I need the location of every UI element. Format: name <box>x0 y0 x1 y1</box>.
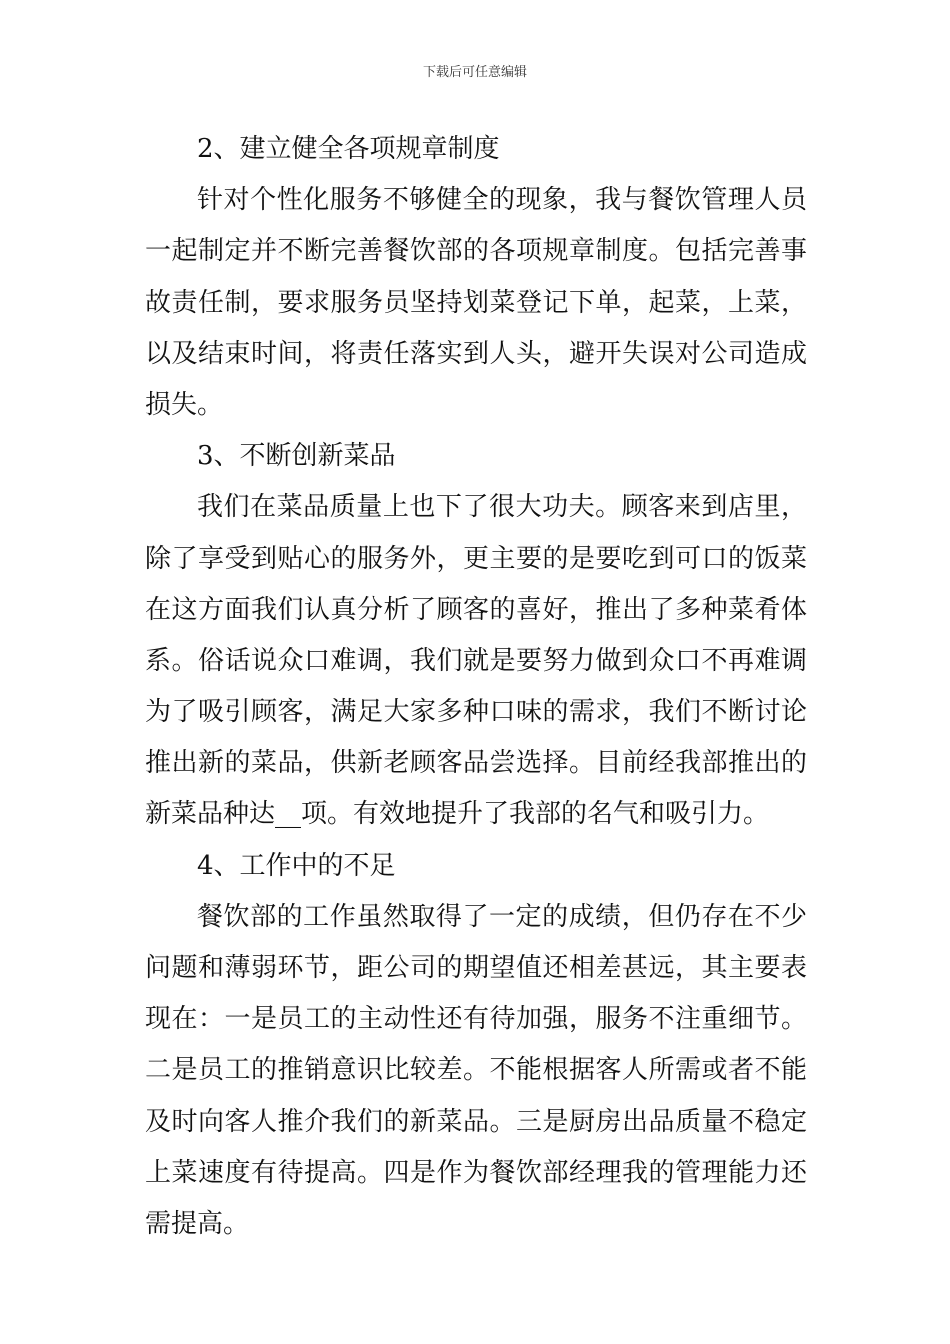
paragraph-line: 现在：一是员工的主动性还有待加强，服务不注重细节。 <box>145 1004 807 1035</box>
paragraph-line: 我们在菜品质量上也下了很大功夫。顾客来到店里， <box>197 492 807 523</box>
paragraph-line: 系。俗话说众口难调，我们就是要努力做到众口不再难调 <box>145 645 807 676</box>
section-heading-2: 2、建立健全各项规章制度 <box>197 134 500 164</box>
page-header: 下载后可任意编辑 <box>422 65 527 80</box>
section-heading-4: 4、工作中的不足 <box>197 850 396 881</box>
paragraph-line: 针对个性化服务不够健全的现象，我与餐饮管理人员 <box>197 185 807 216</box>
paragraph-line: 及时向客人推介我们的新菜品。三是厨房出品质量不稳定 <box>145 1106 807 1137</box>
paragraph-line: 为了吸引顾客，满足大家多种口味的需求，我们不断讨论 <box>145 697 807 728</box>
paragraph-line: 推出新的菜品，供新老顾客品尝选择。目前经我部推出的 <box>145 748 807 779</box>
paragraph-line: 在这方面我们认真分析了顾客的喜好，推出了多种菜肴体 <box>145 594 807 625</box>
paragraph-line: 需提高。 <box>145 1208 250 1239</box>
section-heading-3: 3、不断创新菜品 <box>197 441 396 472</box>
paragraph-line: 除了享受到贴心的服务外，更主要的是要吃到可口的饭菜 <box>145 543 807 574</box>
paragraph-line: 问题和薄弱环节，距公司的期望值还相差甚远，其主要表 <box>145 953 807 983</box>
paragraph-line: 故责任制，要求服务员坚持划菜登记下单，起菜，上菜， <box>145 287 807 318</box>
paragraph-line: 餐饮部的工作虽然取得了一定的成绩，但仍存在不少 <box>197 901 807 932</box>
paragraph-line: 损失。 <box>145 389 224 420</box>
document-body <box>145 124 807 1250</box>
paragraph-line: 上菜速度有待提高。四是作为餐饮部经理我的管理能力还 <box>145 1157 807 1188</box>
paragraph-line: 二是员工的推销意识比较差。不能根据客人所需或者不能 <box>145 1055 807 1086</box>
paragraph-line: 新菜品种达__项。有效地提升了我部的名气和吸引力。 <box>145 799 770 830</box>
paragraph-line: 一起制定并不断完善餐饮部的各项规章制度。包括完善事 <box>145 236 807 267</box>
paragraph-line: 以及结束时间，将责任落实到人头，避开失误对公司造成 <box>145 338 807 369</box>
